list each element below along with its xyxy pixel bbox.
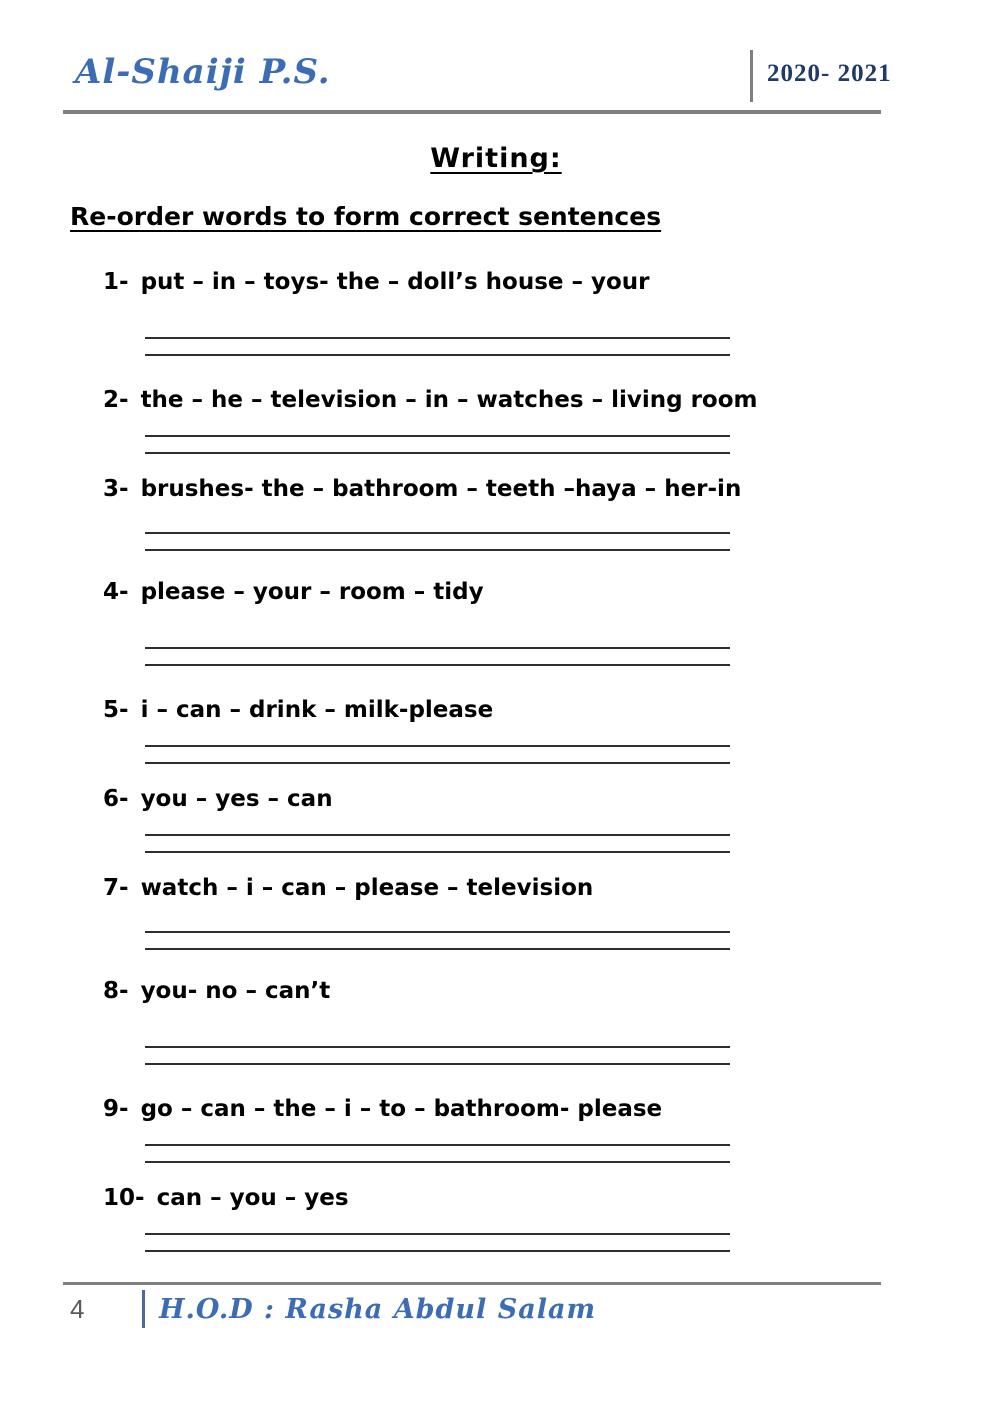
year-box: [750, 50, 892, 102]
page-title: Writing:: [430, 143, 562, 174]
item-number: 10-: [103, 1185, 145, 1211]
answer-lines: [145, 435, 730, 454]
answer-line: [145, 1144, 730, 1146]
item-number: 8-: [103, 978, 129, 1004]
answer-lines: [145, 337, 730, 356]
school-year: 2020- 2021: [767, 60, 892, 87]
answer-lines: [145, 647, 730, 666]
footer-vertical-divider: [142, 1290, 145, 1328]
item-number: 2-: [103, 387, 129, 413]
exercise-item: [103, 474, 992, 551]
item-text: the – he – television – in – watches – living room: [140, 387, 758, 413]
item-number: 7-: [103, 875, 129, 901]
item-text: i – can – drink – milk-please: [140, 697, 494, 723]
answer-line: [145, 762, 730, 764]
item-text: please – your – room – tidy: [140, 579, 484, 605]
header-divider: [63, 110, 881, 114]
answer-lines: [145, 1144, 730, 1163]
answer-line: [145, 647, 730, 649]
answer-line: [145, 931, 730, 933]
item-text: watch – i – can – please – television: [140, 875, 594, 901]
answer-lines: [145, 834, 730, 853]
item-text: brushes- the – bathroom – teeth –haya – her-in: [140, 476, 742, 502]
item-text: you- no – can’t: [140, 978, 331, 1004]
answer-line: [145, 948, 730, 950]
answer-line: [145, 435, 730, 437]
page-number: 4: [70, 1293, 85, 1324]
answer-line: [145, 851, 730, 853]
item-number: 3-: [103, 476, 129, 502]
answer-line: [145, 354, 730, 356]
answer-line: [145, 549, 730, 551]
exercise-item: [103, 577, 992, 666]
answer-lines: [145, 931, 730, 950]
exercise-item: [103, 873, 992, 950]
item-number: 1-: [103, 269, 129, 295]
exercise-item: [103, 1183, 992, 1252]
item-text: put – in – toys- the – doll’s house – your: [140, 269, 650, 295]
item-text: go – can – the – i – to – bathroom- please: [140, 1096, 663, 1122]
exercise-item: [103, 267, 992, 356]
school-name: Al-Shaiji P.S.: [75, 52, 331, 92]
item-number: 4-: [103, 579, 129, 605]
exercise-list: [103, 267, 992, 1252]
exercise-item: [103, 976, 992, 1065]
answer-lines: [145, 532, 730, 551]
answer-lines: [145, 1233, 730, 1252]
item-text: can – you – yes: [156, 1185, 349, 1211]
item-number: 6-: [103, 786, 129, 812]
exercise-item: [103, 1094, 992, 1163]
item-number: 9-: [103, 1096, 129, 1122]
item-number: 5-: [103, 697, 129, 723]
answer-line: [145, 834, 730, 836]
exercise-item: [103, 385, 992, 454]
exercise-item: [103, 784, 992, 853]
worksheet-content: [0, 113, 992, 1252]
answer-lines: [145, 1046, 730, 1065]
hod-signature: H.O.D : Rasha Abdul Salam: [159, 1293, 597, 1325]
answer-line: [145, 452, 730, 454]
page-header: [0, 0, 992, 113]
answer-lines: [145, 745, 730, 764]
answer-line: [145, 1046, 730, 1048]
page-footer: [70, 1290, 596, 1328]
answer-line: [145, 1250, 730, 1252]
exercise-item: [103, 695, 992, 764]
instructions-heading: Re-order words to form correct sentences: [70, 202, 662, 231]
answer-line: [145, 1063, 730, 1065]
item-text: you – yes – can: [140, 786, 333, 812]
answer-line: [145, 664, 730, 666]
answer-line: [145, 532, 730, 534]
answer-line: [145, 1161, 730, 1163]
answer-line: [145, 745, 730, 747]
answer-line: [145, 337, 730, 339]
answer-line: [145, 1233, 730, 1235]
footer-divider-rule: [63, 1282, 881, 1285]
